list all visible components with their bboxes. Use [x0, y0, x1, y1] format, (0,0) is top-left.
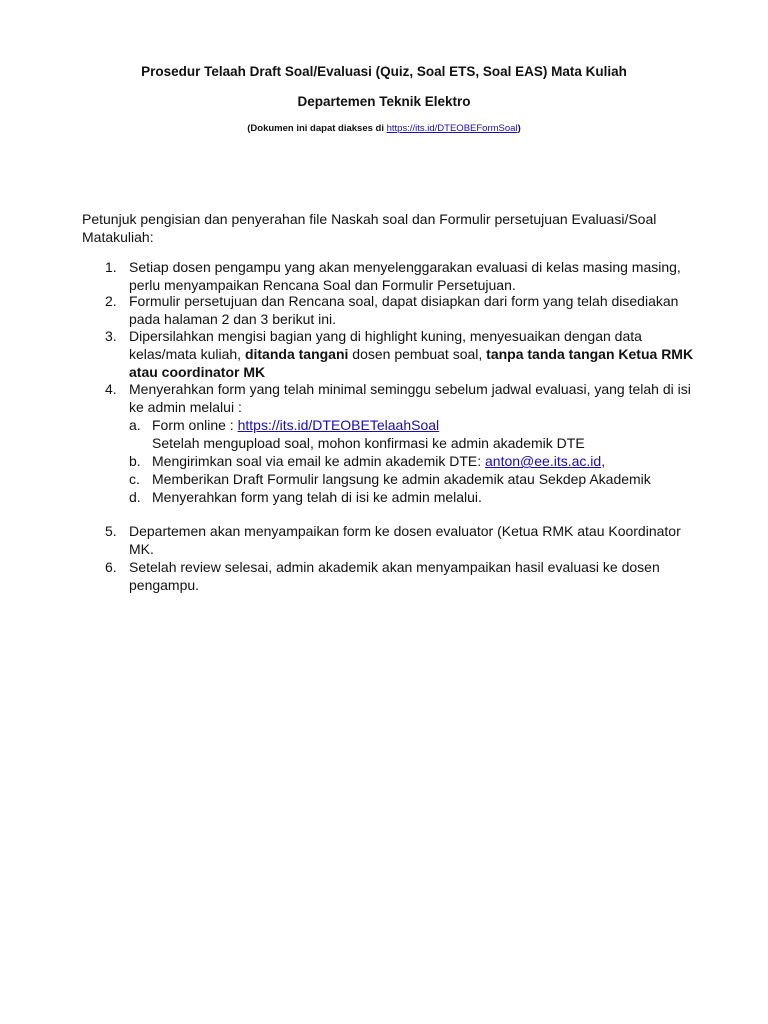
list-item-4: Menyerahkan form yang telah minimal seminggu sebelum jadwal evaluasi, yang telah di isi ke admin melalui :	[129, 381, 691, 415]
sublist-item-b	[152, 452, 712, 470]
sublist-letter-b: b.	[129, 453, 141, 469]
list-item-6: Setelah review selesai, admin akademik akan menyampaikan hasil evaluasi ke dosen pengampu.	[129, 559, 660, 593]
list-item-2: Formulir persetujuan dan Rencana soal, dapat disiapkan dari form yang telah disediakan pada halaman 2 dan 3 berikut ini.	[129, 293, 679, 327]
list-item-5: Departemen akan menyampaikan form ke dosen evaluator (Ketua RMK atau Koordinator MK.	[129, 523, 681, 557]
list-item-3	[129, 327, 704, 381]
list-number-5: 5.	[105, 523, 117, 539]
sublist-item-d: Menyerahkan form yang telah di isi ke admin melalui.	[152, 489, 482, 505]
list-number-6: 6.	[105, 559, 117, 575]
sublist-a-text: Form online :	[152, 417, 238, 433]
sublist-letter-d: d.	[129, 489, 141, 505]
sublist-a-extra: Setelah mengupload soal, mohon konfirmasi ke admin akademik DTE	[152, 435, 585, 451]
sublist-letter-a: a.	[129, 417, 141, 433]
intro-paragraph: Petunjuk pengisian dan penyerahan file Naskah soal dan Formulir persetujuan Evaluasi/Soal Matakuliah:	[82, 211, 657, 245]
item-3-text-b: dosen pembuat soal,	[348, 346, 487, 362]
list-number-1: 1.	[105, 259, 117, 275]
sublist-item-c: Memberikan Draft Formulir langsung ke admin akademik atau Sekdep Akademik	[152, 471, 651, 487]
admin-email-link[interactable]: anton@ee.its.ac.id	[485, 453, 602, 469]
item-3-bold-a: ditanda tangani	[244, 346, 349, 362]
access-prefix: (Dokumen ini dapat diakses di	[247, 123, 387, 134]
sublist-b-text: Mengirimkan soal via email ke admin akademik DTE:	[152, 453, 486, 469]
list-item-1: Setiap dosen pengampu yang akan menyelenggarakan evaluasi di kelas masing masing, perlu menyampaikan Rencana Soal dan Formulir Persetujuan.	[129, 259, 681, 293]
department-name: Departemen Teknik Elektro	[297, 94, 471, 109]
access-suffix: )	[517, 123, 521, 134]
list-number-4: 4.	[105, 381, 117, 397]
document-title: Prosedur Telaah Draft Soal/Evaluasi (Quiz, Soal ETS, Soal EAS) Mata Kuliah	[141, 64, 627, 79]
item-3-text-a: Dipersilahkan mengisi bagian yang di highlight kuning, menyesuaikan dengan data kelas/mata kuliah,	[129, 328, 642, 362]
list-number-3: 3.	[105, 328, 117, 344]
form-online-link[interactable]: https://its.id/DTEOBETelaahSoal	[237, 417, 440, 433]
sublist-b-suffix: ,	[601, 453, 606, 469]
access-link[interactable]: https://its.id/DTEOBEFormSoal	[386, 123, 518, 134]
item-3-bold-b: tanpa tanda tangan Ketua RMK atau coordinator MK	[129, 346, 694, 380]
sublist-letter-c: c.	[129, 471, 140, 487]
list-number-2: 2.	[105, 293, 117, 309]
sublist-item-a	[152, 416, 712, 452]
access-note	[0, 123, 768, 134]
